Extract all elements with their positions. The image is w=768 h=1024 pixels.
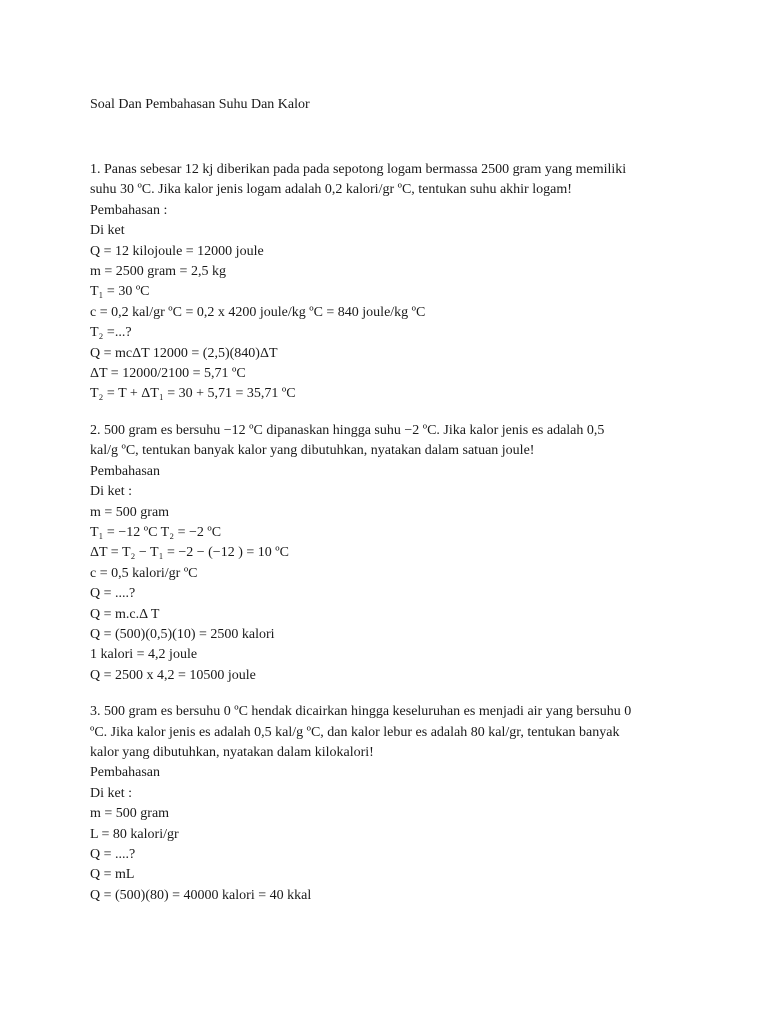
solution-line: T₁ = 30 ºC [90,284,150,300]
solution-line: Q = mcΔT 12000 = (2,5)(840)ΔT [90,345,278,361]
solution-line: Q = 2500 x 4,2 = 10500 joule [90,667,256,683]
solution-heading: Pembahasan [90,463,160,479]
problem-3 [90,702,690,906]
solution-line: c = 0,2 kal/gr ºC = 0,2 x 4200 joule/kg ºC = 840 joule/kg ºC [90,304,426,320]
solution-line: m = 2500 gram = 2,5 kg [90,264,226,280]
solution-line: T₂ =...? [90,325,132,341]
solution-heading: Pembahasan [90,765,160,781]
solution-heading: Pembahasan : [90,202,168,218]
question-line: 1. Panas sebesar 12 kj diberikan pada pada sepotong logam bermassa 2500 gram yang memiliki [90,162,627,177]
question-line: 3. 500 gram es bersuhu 0 ºC hendak dicairkan hingga keseluruhan es menjadi air yang bersuhu 0 [90,704,632,720]
question-line: 2. 500 gram es bersuhu −12 ºC dipanaskan hingga suhu −2 ºC. Jika kalor jenis es adalah 0,5 [90,422,605,438]
solution-line: m = 500 gram [90,806,170,822]
solution-line: ΔT = T₂ − T₁ = −2 − (−12 ) = 10 ºC [90,545,289,561]
solution-line: Q = (500)(0,5)(10) = 2500 kalori [90,626,275,642]
solution-line: Di ket : [90,484,132,500]
solution-line: Q = mL [90,867,135,883]
solution-line: T₁ = −12 ºC T₂ = −2 ºC [90,524,222,540]
solution-line: T₂ = T + ΔT₁ = 30 + 5,71 = 35,71 ºC [90,386,296,402]
document-title: Soal Dan Pembahasan Suhu Dan Kalor [90,97,310,112]
solution-line: Q = ....? [90,586,136,602]
question-line: kalor yang dibutuhkan, nyatakan dalam kilokalori! [90,744,374,760]
solution-line: 1 kalori = 4,2 joule [90,647,198,663]
document-page [90,95,690,922]
problem-2 [90,421,690,686]
solution-line: Di ket : [90,785,132,801]
solution-line: Di ket [90,223,125,239]
solution-line: m = 500 gram [90,504,170,520]
solution-line: Q = ....? [90,847,136,862]
solution-line: Q = 12 kilojoule = 12000 joule [90,243,264,259]
solution-line: Q = (500)(80) = 40000 kalori = 40 kkal [90,887,312,903]
question-line: ºC. Jika kalor jenis es adalah 0,5 kal/g ºC, dan kalor lebur es adalah 80 kal/gr, tentukan banyak [90,724,620,740]
solution-line: L = 80 kalori/gr [90,826,179,842]
question-line: kal/g ºC, tentukan banyak kalor yang dibutuhkan, nyatakan dalam satuan joule! [90,443,535,459]
solution-line: Q = m.c.Δ T [90,606,160,622]
problem-1 [90,160,690,405]
solution-line: c = 0,5 kalori/gr ºC [90,565,198,581]
solution-line: ΔT = 12000/2100 = 5,71 ºC [90,366,246,382]
question-line: suhu 30 ºC. Jika kalor jenis logam adalah 0,2 kalori/gr ºC, tentukan suhu akhir logam! [90,182,572,198]
